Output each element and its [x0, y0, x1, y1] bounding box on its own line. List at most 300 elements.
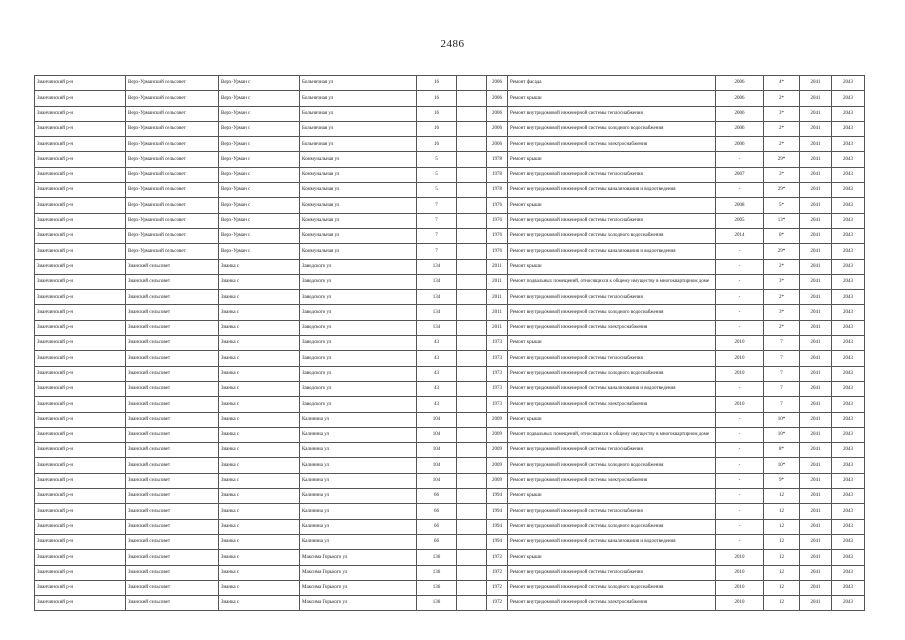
locality-cell: Верх-Урман с — [219, 213, 300, 228]
wear-percent-cell: 7 — [764, 336, 800, 351]
work-type-cell: Ремонт крыши — [508, 91, 716, 106]
build-year-cell: 2009 — [487, 443, 508, 458]
build-year-cell: 1972 — [487, 550, 508, 565]
settlement-cell: Зианский сельсовет — [126, 489, 219, 504]
settlement-cell: Зианский сельсовет — [126, 550, 219, 565]
locality-cell: Зианка с — [219, 366, 300, 381]
settlement-cell: Верх-Урманский сельсовет — [126, 152, 219, 167]
period-end-cell: 2043 — [832, 259, 865, 274]
last-repair-year-cell: 2010 — [716, 336, 764, 351]
table-row — [35, 198, 865, 213]
wear-percent-cell: 7 — [764, 351, 800, 366]
settlement-cell: Зианский сельсовет — [126, 443, 219, 458]
last-repair-year-cell: 2010 — [716, 565, 764, 580]
settlement-cell: Зианский сельсовет — [126, 534, 219, 549]
house-number-cell: 136 — [417, 596, 457, 611]
building-letter-cell — [457, 427, 487, 442]
table-row — [35, 443, 865, 458]
period-end-cell: 2043 — [832, 91, 865, 106]
street-cell: Калинина ул — [300, 458, 417, 473]
table-row — [35, 305, 865, 320]
house-number-cell: 104 — [417, 427, 457, 442]
street-cell: Коммунальная ул — [300, 183, 417, 198]
locality-cell: Зианка с — [219, 489, 300, 504]
building-letter-cell — [457, 489, 487, 504]
wear-percent-cell: 12 — [764, 596, 800, 611]
house-number-cell: 104 — [417, 473, 457, 488]
build-year-cell: 2006 — [487, 91, 508, 106]
district-cell: Зианчинский р-н — [35, 228, 126, 243]
work-type-cell: Ремонт внутридомовой инженерной системы холодного водоснабжения — [508, 121, 716, 136]
street-cell: Калинина ул — [300, 489, 417, 504]
locality-cell: Зианка с — [219, 458, 300, 473]
locality-cell: Зианка с — [219, 550, 300, 565]
district-cell: Зианчинский р-н — [35, 580, 126, 595]
district-cell: Зианчинский р-н — [35, 106, 126, 121]
work-type-cell: Ремонт внутридомовой инженерной системы теплоснабжения — [508, 351, 716, 366]
building-letter-cell — [457, 381, 487, 396]
settlement-cell: Верх-Урманский сельсовет — [126, 91, 219, 106]
period-start-cell: 2041 — [800, 167, 832, 182]
work-type-cell: Ремонт внутридомовой инженерной системы электроснабжения — [508, 320, 716, 335]
house-number-cell: 43 — [417, 381, 457, 396]
wear-percent-cell: 12 — [764, 550, 800, 565]
wear-percent-cell: 7 — [764, 397, 800, 412]
wear-percent-cell: 12 — [764, 504, 800, 519]
street-cell: Заводского ул — [300, 274, 417, 289]
house-number-cell: 7 — [417, 198, 457, 213]
last-repair-year-cell: 2010 — [716, 366, 764, 381]
locality-cell: Верх-Урман с — [219, 228, 300, 243]
wear-percent-cell: 2* — [764, 91, 800, 106]
table-row — [35, 473, 865, 488]
work-type-cell: Ремонт внутридомовой инженерной системы канализования и водоотведения — [508, 244, 716, 259]
last-repair-year-cell: - — [716, 305, 764, 320]
table-row — [35, 137, 865, 152]
street-cell: Коммунальная ул — [300, 152, 417, 167]
period-end-cell: 2043 — [832, 397, 865, 412]
work-type-cell: Ремонт крыши — [508, 259, 716, 274]
table-row — [35, 152, 865, 167]
house-number-cell: 16 — [417, 121, 457, 136]
table-row — [35, 519, 865, 534]
work-type-cell: Ремонт внутридомовой инженерной системы теплоснабжения — [508, 106, 716, 121]
build-year-cell: 2006 — [487, 106, 508, 121]
house-number-cell: 136 — [417, 565, 457, 580]
building-letter-cell — [457, 183, 487, 198]
period-start-cell: 2041 — [800, 397, 832, 412]
period-end-cell: 2043 — [832, 305, 865, 320]
building-letter-cell — [457, 305, 487, 320]
table-row — [35, 458, 865, 473]
work-type-cell: Ремонт внутридомовой инженерной системы холодного водоснабжения — [508, 366, 716, 381]
settlement-cell: Зианский сельсовет — [126, 596, 219, 611]
table-row — [35, 427, 865, 442]
house-number-cell: 134 — [417, 320, 457, 335]
table-row — [35, 397, 865, 412]
locality-cell: Зианка с — [219, 473, 300, 488]
house-number-cell: 43 — [417, 397, 457, 412]
period-start-cell: 2041 — [800, 473, 832, 488]
wear-percent-cell: 5* — [764, 198, 800, 213]
district-cell: Зианчинский р-н — [35, 473, 126, 488]
period-start-cell: 2041 — [800, 228, 832, 243]
wear-percent-cell: 2* — [764, 121, 800, 136]
work-type-cell: Ремонт подвальных помещений, относящихся к общему имуществу в многоквартирном доме — [508, 274, 716, 289]
build-year-cell: 1978 — [487, 183, 508, 198]
settlement-cell: Зианский сельсовет — [126, 473, 219, 488]
district-cell: Зианчинский р-н — [35, 183, 126, 198]
build-year-cell: 2009 — [487, 458, 508, 473]
building-letter-cell — [457, 565, 487, 580]
period-end-cell: 2043 — [832, 152, 865, 167]
district-cell: Зианчинский р-н — [35, 565, 126, 580]
building-letter-cell — [457, 320, 487, 335]
building-letter-cell — [457, 137, 487, 152]
wear-percent-cell: 7 — [764, 381, 800, 396]
period-end-cell: 2043 — [832, 519, 865, 534]
last-repair-year-cell: 2006 — [716, 91, 764, 106]
district-cell: Зианчинский р-н — [35, 336, 126, 351]
locality-cell: Зианка с — [219, 596, 300, 611]
district-cell: Зианчинский р-н — [35, 290, 126, 305]
wear-percent-cell: 2* — [764, 290, 800, 305]
locality-cell: Верх-Урман с — [219, 167, 300, 182]
last-repair-year-cell: 2010 — [716, 596, 764, 611]
district-cell: Зианчинский р-н — [35, 320, 126, 335]
period-start-cell: 2041 — [800, 76, 832, 91]
settlement-cell: Верх-Урманский сельсовет — [126, 121, 219, 136]
period-end-cell: 2043 — [832, 290, 865, 305]
building-letter-cell — [457, 534, 487, 549]
build-year-cell: 1976 — [487, 244, 508, 259]
repair-registry-table — [34, 75, 865, 611]
period-end-cell: 2043 — [832, 412, 865, 427]
locality-cell: Верх-Урман с — [219, 183, 300, 198]
street-cell: Заводского ул — [300, 397, 417, 412]
period-end-cell: 2043 — [832, 121, 865, 136]
settlement-cell: Зианский сельсовет — [126, 320, 219, 335]
period-start-cell: 2041 — [800, 244, 832, 259]
build-year-cell: 1973 — [487, 351, 508, 366]
build-year-cell: 2011 — [487, 305, 508, 320]
period-end-cell: 2043 — [832, 580, 865, 595]
table-row — [35, 167, 865, 182]
period-start-cell: 2041 — [800, 519, 832, 534]
work-type-cell: Ремонт крыши — [508, 198, 716, 213]
settlement-cell: Зианский сельсовет — [126, 366, 219, 381]
table-row — [35, 366, 865, 381]
building-letter-cell — [457, 213, 487, 228]
wear-percent-cell: 9* — [764, 473, 800, 488]
district-cell: Зианчинский р-н — [35, 259, 126, 274]
period-end-cell: 2043 — [832, 596, 865, 611]
building-letter-cell — [457, 106, 487, 121]
registry-body — [35, 76, 865, 611]
table-row — [35, 565, 865, 580]
build-year-cell: 1976 — [487, 198, 508, 213]
table-row — [35, 106, 865, 121]
street-cell: Калинина ул — [300, 473, 417, 488]
period-end-cell: 2043 — [832, 534, 865, 549]
last-repair-year-cell: - — [716, 152, 764, 167]
period-start-cell: 2041 — [800, 596, 832, 611]
page-number: 2486 — [440, 38, 465, 50]
period-start-cell: 2041 — [800, 504, 832, 519]
work-type-cell: Ремонт внутридомовой инженерной системы теплоснабжения — [508, 213, 716, 228]
building-letter-cell — [457, 519, 487, 534]
house-number-cell: 16 — [417, 76, 457, 91]
district-cell: Зианчинский р-н — [35, 121, 126, 136]
table-row — [35, 274, 865, 289]
wear-percent-cell: 2* — [764, 320, 800, 335]
period-end-cell: 2043 — [832, 167, 865, 182]
street-cell: Коммунальная ул — [300, 213, 417, 228]
street-cell: Больничная ул — [300, 91, 417, 106]
street-cell: Коммунальная ул — [300, 228, 417, 243]
build-year-cell: 2011 — [487, 290, 508, 305]
settlement-cell: Зианский сельсовет — [126, 274, 219, 289]
period-start-cell: 2041 — [800, 443, 832, 458]
wear-percent-cell: 10* — [764, 412, 800, 427]
wear-percent-cell: 2* — [764, 259, 800, 274]
district-cell: Зианчинский р-н — [35, 381, 126, 396]
last-repair-year-cell: - — [716, 504, 764, 519]
table-row — [35, 76, 865, 91]
building-letter-cell — [457, 504, 487, 519]
period-start-cell: 2041 — [800, 489, 832, 504]
build-year-cell: 1978 — [487, 167, 508, 182]
period-end-cell: 2043 — [832, 458, 865, 473]
last-repair-year-cell: - — [716, 244, 764, 259]
build-year-cell: 1976 — [487, 228, 508, 243]
period-start-cell: 2041 — [800, 351, 832, 366]
building-letter-cell — [457, 76, 487, 91]
building-letter-cell — [457, 397, 487, 412]
build-year-cell: 1972 — [487, 580, 508, 595]
district-cell: Зианчинский р-н — [35, 213, 126, 228]
district-cell: Зианчинский р-н — [35, 91, 126, 106]
wear-percent-cell: 12 — [764, 519, 800, 534]
building-letter-cell — [457, 259, 487, 274]
work-type-cell: Ремонт внутридомовой инженерной системы холодного водоснабжения — [508, 228, 716, 243]
last-repair-year-cell: 2006 — [716, 76, 764, 91]
street-cell: Заводского ул — [300, 320, 417, 335]
build-year-cell: 2006 — [487, 121, 508, 136]
wear-percent-cell: 29* — [764, 183, 800, 198]
table-row — [35, 412, 865, 427]
period-start-cell: 2041 — [800, 565, 832, 580]
building-letter-cell — [457, 550, 487, 565]
settlement-cell: Зианский сельсовет — [126, 305, 219, 320]
district-cell: Зианчинский р-н — [35, 198, 126, 213]
street-cell: Калинина ул — [300, 504, 417, 519]
build-year-cell: 2009 — [487, 427, 508, 442]
build-year-cell: 1994 — [487, 489, 508, 504]
last-repair-year-cell: - — [716, 290, 764, 305]
street-cell: Калинина ул — [300, 427, 417, 442]
locality-cell: Зианка с — [219, 397, 300, 412]
table-row — [35, 121, 865, 136]
wear-percent-cell: 13* — [764, 213, 800, 228]
last-repair-year-cell: - — [716, 473, 764, 488]
work-type-cell: Ремонт внутридомовой инженерной системы теплоснабжения — [508, 167, 716, 182]
house-number-cell: 7 — [417, 213, 457, 228]
street-cell: Заводского ул — [300, 351, 417, 366]
period-end-cell: 2043 — [832, 76, 865, 91]
district-cell: Зианчинский р-н — [35, 244, 126, 259]
locality-cell: Зианка с — [219, 259, 300, 274]
locality-cell: Верх-Урман с — [219, 137, 300, 152]
house-number-cell: 136 — [417, 580, 457, 595]
table-row — [35, 489, 865, 504]
period-start-cell: 2041 — [800, 336, 832, 351]
settlement-cell: Зианский сельсовет — [126, 290, 219, 305]
build-year-cell: 1994 — [487, 519, 508, 534]
building-letter-cell — [457, 412, 487, 427]
district-cell: Зианчинский р-н — [35, 458, 126, 473]
period-start-cell: 2041 — [800, 274, 832, 289]
district-cell: Зианчинский р-н — [35, 489, 126, 504]
settlement-cell: Верх-Урманский сельсовет — [126, 198, 219, 213]
work-type-cell: Ремонт внутридомовой инженерной системы канализования и водоотведения — [508, 381, 716, 396]
build-year-cell: 1976 — [487, 213, 508, 228]
building-letter-cell — [457, 228, 487, 243]
build-year-cell: 2011 — [487, 274, 508, 289]
building-letter-cell — [457, 473, 487, 488]
work-type-cell: Ремонт внутридомовой инженерной системы теплоснабжения — [508, 443, 716, 458]
work-type-cell: Ремонт внутридомовой инженерной системы холодного водоснабжения — [508, 305, 716, 320]
settlement-cell: Зианский сельсовет — [126, 381, 219, 396]
house-number-cell: 5 — [417, 167, 457, 182]
table-row — [35, 596, 865, 611]
house-number-cell: 43 — [417, 336, 457, 351]
work-type-cell: Ремонт внутридомовой инженерной системы электроснабжения — [508, 596, 716, 611]
house-number-cell: 104 — [417, 458, 457, 473]
wear-percent-cell: 29* — [764, 152, 800, 167]
work-type-cell: Ремонт крыши — [508, 550, 716, 565]
locality-cell: Зианка с — [219, 504, 300, 519]
district-cell: Зианчинский р-н — [35, 519, 126, 534]
work-type-cell: Ремонт внутридомовой инженерной системы электроснабжения — [508, 473, 716, 488]
street-cell: Калинина ул — [300, 412, 417, 427]
period-start-cell: 2041 — [800, 412, 832, 427]
period-start-cell: 2041 — [800, 91, 832, 106]
build-year-cell: 2006 — [487, 76, 508, 91]
period-start-cell: 2041 — [800, 213, 832, 228]
locality-cell: Зианка с — [219, 427, 300, 442]
period-end-cell: 2043 — [832, 320, 865, 335]
district-cell: Зианчинский р-н — [35, 504, 126, 519]
settlement-cell: Верх-Урманский сельсовет — [126, 106, 219, 121]
build-year-cell: 1973 — [487, 397, 508, 412]
locality-cell: Зианка с — [219, 290, 300, 305]
work-type-cell: Ремонт крыши — [508, 412, 716, 427]
district-cell: Зианчинский р-н — [35, 596, 126, 611]
build-year-cell: 2009 — [487, 473, 508, 488]
house-number-cell: 66 — [417, 504, 457, 519]
locality-cell: Зианка с — [219, 320, 300, 335]
house-number-cell: 43 — [417, 351, 457, 366]
work-type-cell: Ремонт внутридомовой инженерной системы холодного водоснабжения — [508, 458, 716, 473]
period-start-cell: 2041 — [800, 427, 832, 442]
table-row — [35, 213, 865, 228]
period-start-cell: 2041 — [800, 121, 832, 136]
period-start-cell: 2041 — [800, 305, 832, 320]
street-cell: Заводского ул — [300, 366, 417, 381]
district-cell: Зианчинский р-н — [35, 412, 126, 427]
street-cell: Максима Горького ул — [300, 565, 417, 580]
street-cell: Коммунальная ул — [300, 167, 417, 182]
period-end-cell: 2043 — [832, 244, 865, 259]
work-type-cell: Ремонт фасада — [508, 76, 716, 91]
house-number-cell: 16 — [417, 91, 457, 106]
work-type-cell: Ремонт внутридомовой инженерной системы холодного водоснабжения — [508, 519, 716, 534]
building-letter-cell — [457, 443, 487, 458]
street-cell: Калинина ул — [300, 519, 417, 534]
building-letter-cell — [457, 336, 487, 351]
locality-cell: Зианка с — [219, 351, 300, 366]
table-row — [35, 504, 865, 519]
work-type-cell: Ремонт внутридомовой инженерной системы канализования и водоотведения — [508, 183, 716, 198]
table-row — [35, 381, 865, 396]
district-cell: Зианчинский р-н — [35, 351, 126, 366]
district-cell: Зианчинский р-н — [35, 76, 126, 91]
street-cell: Заводского ул — [300, 259, 417, 274]
work-type-cell: Ремонт внутридомовой инженерной системы теплоснабжения — [508, 290, 716, 305]
last-repair-year-cell: 2008 — [716, 198, 764, 213]
district-cell: Зианчинский р-н — [35, 167, 126, 182]
building-letter-cell — [457, 121, 487, 136]
last-repair-year-cell: - — [716, 443, 764, 458]
settlement-cell: Зианский сельсовет — [126, 565, 219, 580]
period-start-cell: 2041 — [800, 290, 832, 305]
building-letter-cell — [457, 152, 487, 167]
work-type-cell: Ремонт внутридомовой инженерной системы электроснабжения — [508, 397, 716, 412]
settlement-cell: Зианский сельсовет — [126, 580, 219, 595]
locality-cell: Зианка с — [219, 580, 300, 595]
build-year-cell: 1994 — [487, 504, 508, 519]
locality-cell: Зианка с — [219, 443, 300, 458]
locality-cell: Зианка с — [219, 412, 300, 427]
street-cell: Максима Горького ул — [300, 596, 417, 611]
street-cell: Больничная ул — [300, 76, 417, 91]
last-repair-year-cell: 2007 — [716, 167, 764, 182]
settlement-cell: Зианский сельсовет — [126, 351, 219, 366]
locality-cell: Зианка с — [219, 305, 300, 320]
work-type-cell: Ремонт внутридомовой инженерной системы холодного водоснабжения — [508, 580, 716, 595]
table-row — [35, 228, 865, 243]
settlement-cell: Верх-Урманский сельсовет — [126, 183, 219, 198]
locality-cell: Верх-Урман с — [219, 198, 300, 213]
street-cell: Калинина ул — [300, 443, 417, 458]
period-start-cell: 2041 — [800, 198, 832, 213]
period-start-cell: 2041 — [800, 106, 832, 121]
locality-cell: Верх-Урман с — [219, 91, 300, 106]
building-letter-cell — [457, 91, 487, 106]
table-row — [35, 259, 865, 274]
locality-cell: Верх-Урман с — [219, 121, 300, 136]
locality-cell: Зианка с — [219, 381, 300, 396]
table-row — [35, 351, 865, 366]
settlement-cell: Зианский сельсовет — [126, 397, 219, 412]
last-repair-year-cell: 2014 — [716, 228, 764, 243]
locality-cell: Зианка с — [219, 274, 300, 289]
wear-percent-cell: 8* — [764, 443, 800, 458]
wear-percent-cell: 10* — [764, 427, 800, 442]
work-type-cell: Ремонт крыши — [508, 489, 716, 504]
settlement-cell: Зианский сельсовет — [126, 412, 219, 427]
